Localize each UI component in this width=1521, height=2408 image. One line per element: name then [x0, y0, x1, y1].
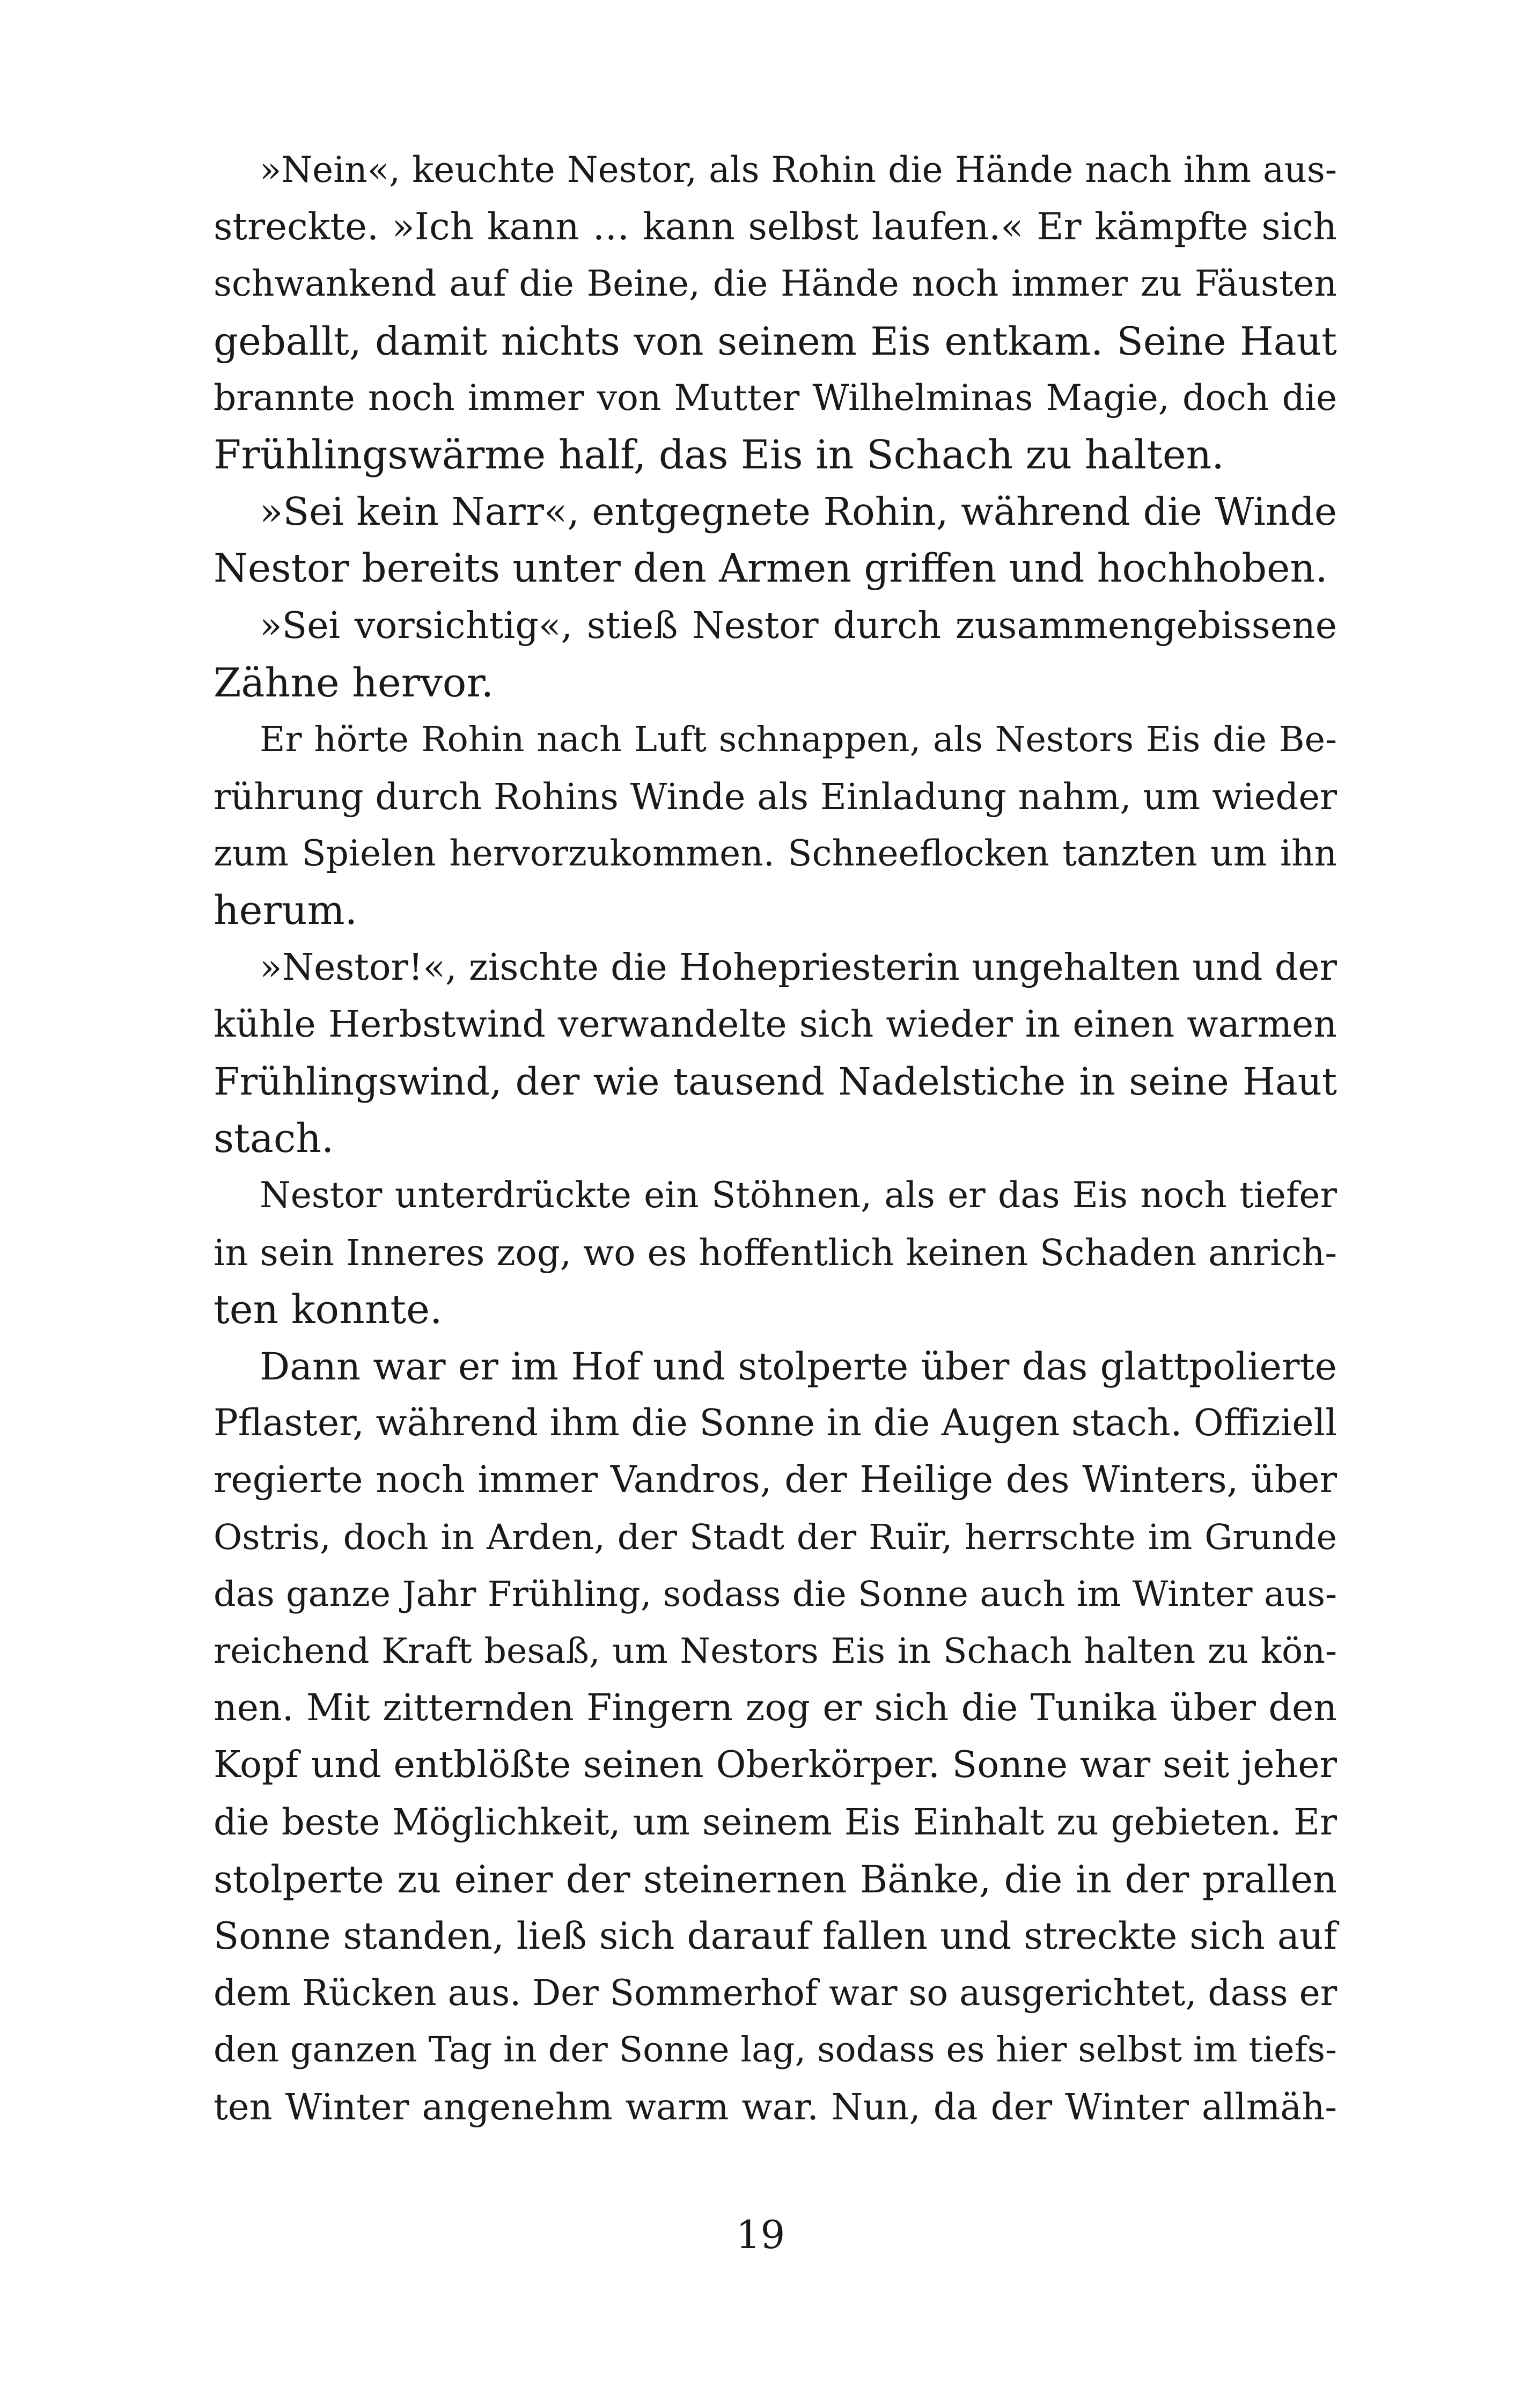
- text-line: Sonne standen, ließ sich darauf fallen und streckte sich auf: [214, 1914, 1337, 1958]
- text-line: geballt, damit nichts von seinem Eis entkam. Seine Haut: [214, 318, 1337, 364]
- text-line: zum Spielen hervorzukommen. Schneeflocken tanzten um ihn: [214, 833, 1337, 875]
- text-line: Dann war er im Hof und stolperte über das glattpolierte: [260, 1344, 1337, 1389]
- text-line: kühle Herbstwind verwandelte sich wieder in einen warmen: [214, 1003, 1337, 1046]
- text-line: rührung durch Rohins Winde als Einladung nahm, um wieder: [214, 776, 1337, 818]
- text-line: dem Rücken aus. Der Sommerhof war so ausgerichtet, dass er: [214, 1972, 1338, 2014]
- body-text: [214, 142, 1337, 2136]
- text-line: streckte. »Ich kann … kann selbst laufen.« Er kämpfte sich: [214, 205, 1337, 249]
- text-line: Ostris, doch in Arden, der Stadt der Ruïr, herrschte im Grunde: [214, 1517, 1337, 1558]
- text-line: reichend Kraft besaß, um Nestors Eis in Schach halten zu kön-: [214, 1631, 1337, 1671]
- text-line: Kopf und entblößte seinen Oberkörper. Sonne war seit jeher: [214, 1744, 1337, 1787]
- text-line: herum.: [214, 887, 358, 934]
- text-line: brannte noch immer von Mutter Wilhelminas Magie, doch die: [214, 377, 1337, 419]
- text-line: in sein Inneres zog, wo es hoffentlich keinen Schaden anrich-: [214, 1231, 1337, 1274]
- text-line: »Nestor!«, zischte die Hohepriesterin ungehalten und der: [260, 946, 1337, 989]
- text-line: Zähne hervor.: [214, 659, 494, 706]
- text-line: Frühlingswind, der wie tausend Nadelstiche in seine Haut: [214, 1060, 1337, 1104]
- text-line: ten Winter angenehm warm war. Nun, da der Winter allmäh-: [214, 2086, 1337, 2128]
- text-line: die beste Möglichkeit, um seinem Eis Einhalt zu gebieten. Er: [214, 1801, 1337, 1844]
- text-line: Nestor unterdrückte ein Stöhnen, als er das Eis noch tiefer: [260, 1174, 1337, 1216]
- page-number: 19: [736, 2212, 785, 2257]
- text-line: Pflaster, während ihm die Sonne in die Augen stach. Offiziell: [214, 1402, 1337, 1445]
- text-line: Frühlingswärme half, das Eis in Schach zu halten.: [214, 431, 1224, 478]
- text-line: Er hörte Rohin nach Luft schnappen, als Nestors Eis die Be-: [260, 719, 1337, 760]
- text-line: schwankend auf die Beine, die Hände noch immer zu Fäusten: [214, 263, 1337, 305]
- text-line: stach.: [214, 1115, 334, 1162]
- text-line: »Nein«, keuchte Nestor, als Rohin die Hände nach ihm aus-: [260, 149, 1337, 190]
- text-line: »Sei vorsichtig«, stieß Nestor durch zusammengebissene: [260, 604, 1337, 647]
- text-line: regierte noch immer Vandros, der Heilige des Winters, über: [214, 1459, 1337, 1502]
- text-line: Nestor bereits unter den Armen griffen und hochhoben.: [214, 546, 1328, 592]
- text-line: »Sei kein Narr«, entgegnete Rohin, während die Winde: [260, 489, 1337, 534]
- text-line: ten konnte.: [214, 1286, 443, 1333]
- text-line: das ganze Jahr Frühling, sodass die Sonne auch im Winter aus-: [214, 1574, 1337, 1614]
- text-line: nen. Mit zitternden Fingern zog er sich die Tunika über den: [214, 1687, 1337, 1730]
- text-line: stolperte zu einer der steinernen Bänke, die in der prallen: [214, 1857, 1337, 1902]
- text-line: den ganzen Tag in der Sonne lag, sodass es hier selbst im tiefs-: [214, 2030, 1337, 2071]
